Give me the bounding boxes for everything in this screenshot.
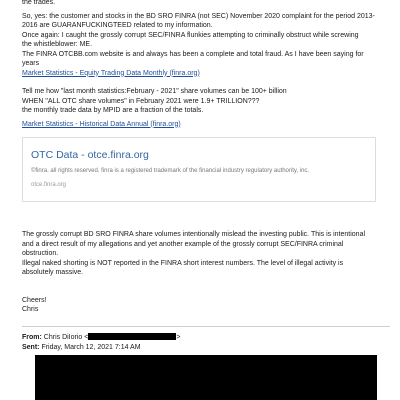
paragraph-claims <box>22 12 390 69</box>
text-line: Tell me how "last month statistics:February - 2021" share volumes can be 100+ billion <box>22 88 287 95</box>
link-preview-card[interactable] <box>22 137 376 202</box>
paragraph-intro <box>22 0 390 8</box>
text-line: The FINRA OTCBB.com website is and always has been a complete and total fraud. As I have been saying for <box>22 50 364 58</box>
email-document <box>22 0 390 352</box>
closing-text: Cheers! <box>22 296 47 304</box>
sent-label: Sent: <box>22 343 40 351</box>
text-line: and a direct result of my allegations and yet another example of the grossly corrupt SEC/FINRA criminal <box>22 240 344 248</box>
from-name: Chris DiIorio < <box>43 333 89 341</box>
email-sent-line <box>22 343 390 352</box>
text-line: The grossly corrupt BD SRO FINRA share volumes intentionally mislead the investing public. This is intentional <box>22 231 366 238</box>
text-line: 2016 are GUARANFUCKINGTEED related to my information. <box>22 22 213 29</box>
card-description: ©finra. all rights reserved. finra is a registered trademark of the financial industry regulatory authority, inc. <box>31 168 310 174</box>
redaction-bar <box>88 333 176 340</box>
paragraph-naked-shorting <box>22 259 390 278</box>
link-historical-data-annual[interactable]: Market Statistics - Historical Data Annual (finra.org) <box>22 120 181 128</box>
text-line: obstruction. <box>22 250 59 257</box>
closing-signature <box>22 296 390 315</box>
signature-name: Chris <box>22 306 39 313</box>
text-line: So, yes: the customer and stocks in the BD SRO FINRA (not SEC) November 2020 complaint for the period 2013- <box>22 12 375 20</box>
sent-value: Friday, March 12, 2021 7:14 AM <box>41 343 141 351</box>
divider <box>22 326 390 327</box>
text-line: WHEN "ALL OTC share volumes" in February 2021 were 1.9+ TRILLION??? <box>22 97 260 105</box>
paragraph-volumes <box>22 87 390 116</box>
redaction-block <box>35 355 377 400</box>
from-label: From: <box>22 333 42 341</box>
text-line: the trades. <box>22 0 56 6</box>
email-from-line <box>22 333 390 342</box>
text-line: Illegal naked shorting is NOT reported in the FINRA short interest numbers. The level of illegal activity is <box>22 259 344 267</box>
paragraph-mislead <box>22 230 390 259</box>
text-line: the monthly trade data by MPID are a fraction of the totals. <box>22 107 204 114</box>
text-line: the whistleblower: ME. <box>22 41 93 48</box>
from-suffix: > <box>176 333 181 341</box>
card-domain: otce.finra.org <box>31 182 67 188</box>
text-line: absolutely massive. <box>22 269 84 276</box>
text-line: Once again: I caught the grossly corrupt SEC/FINRA flunkies attempting to criminally obstruct while screwing <box>22 31 359 39</box>
link-equity-trading-monthly[interactable]: Market Statistics - Equity Trading Data Monthly (finra.org) <box>22 69 200 77</box>
card-title[interactable]: OTC Data - otce.finra.org <box>31 149 149 161</box>
text-line: years <box>22 60 40 67</box>
